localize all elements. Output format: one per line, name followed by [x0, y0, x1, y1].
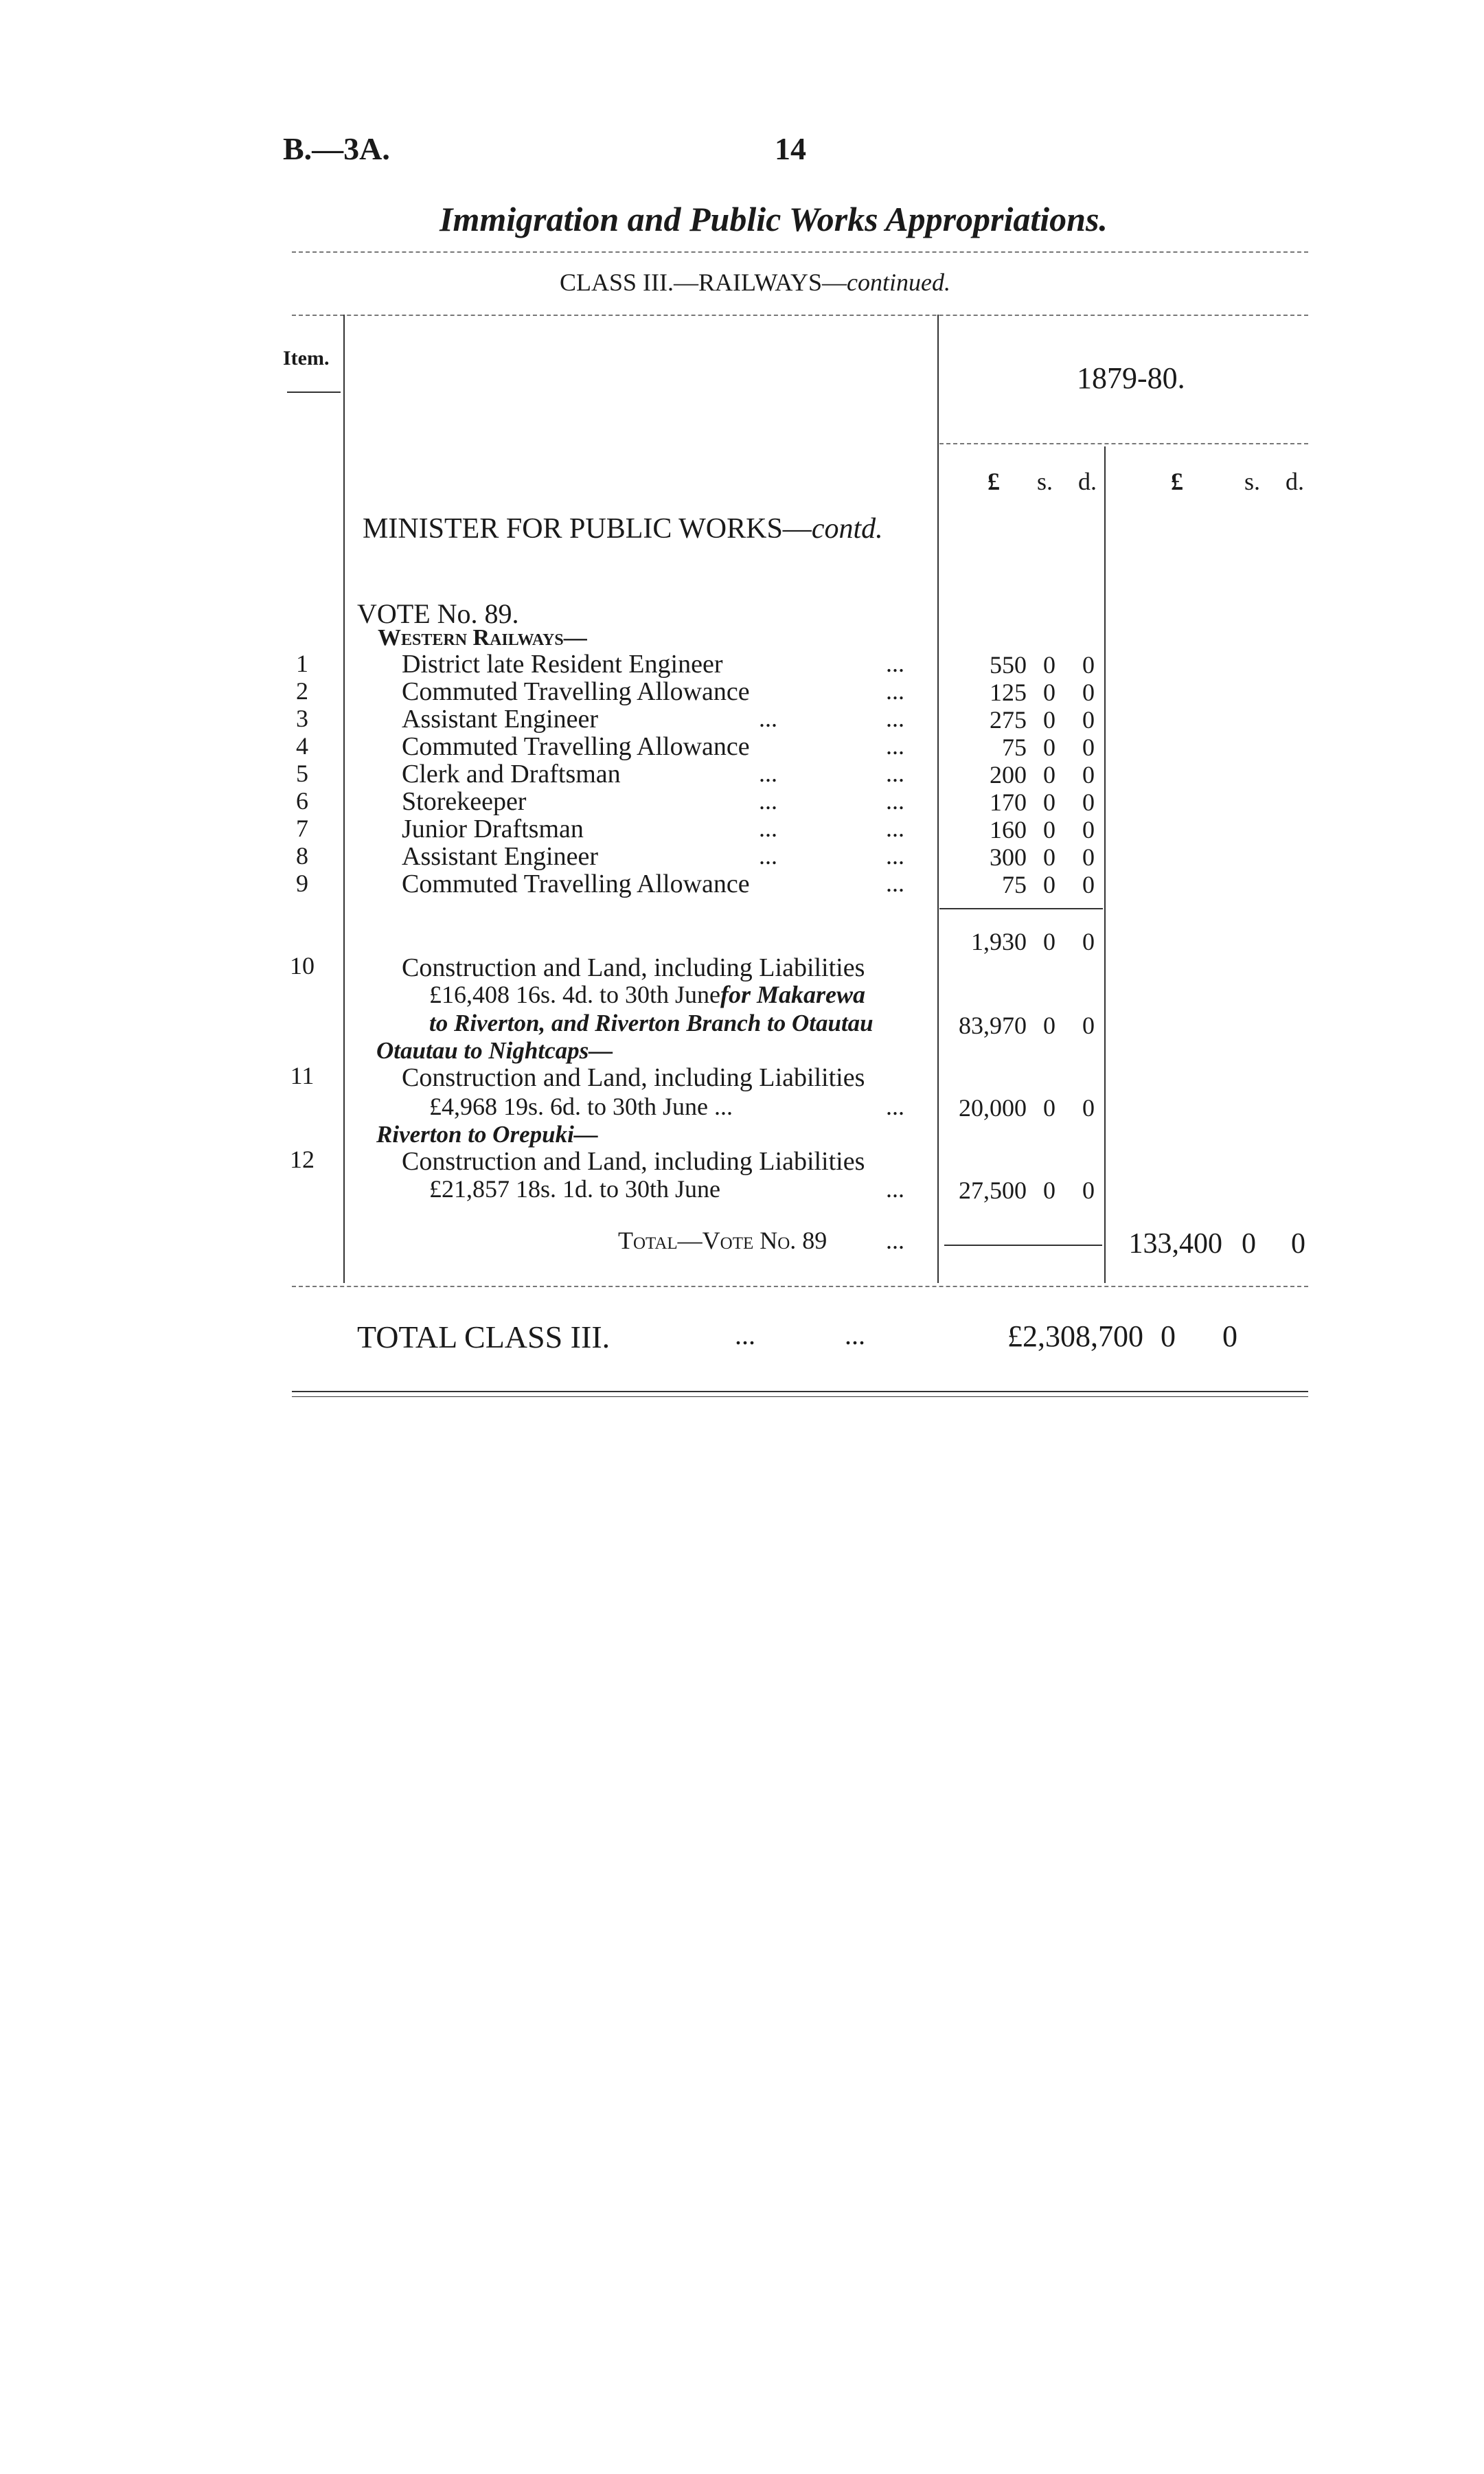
amount-pence: 0: [1082, 651, 1095, 679]
vote-total-shillings: 0: [1242, 1228, 1256, 1260]
amount-shillings: 0: [1043, 1094, 1055, 1122]
amount-pence: 0: [1082, 1094, 1095, 1122]
leader-dots: ...: [886, 1093, 904, 1120]
item-description-line2: £4,968 19s. 6d. to 30th June ...: [429, 1093, 733, 1120]
item-description: Storekeeper: [402, 787, 527, 816]
subtotal-pence: 0: [1082, 928, 1095, 955]
item-number: 7: [296, 815, 308, 842]
item-number: 12: [290, 1146, 315, 1173]
amount-shillings: 0: [1043, 1177, 1055, 1204]
item-header-underline: [287, 391, 341, 393]
year-header-rule: [939, 443, 1308, 444]
item-number: 3: [296, 705, 308, 732]
amount-pounds: 83,970: [959, 1012, 1027, 1039]
subtotal-shillings: 0: [1043, 928, 1055, 955]
amount-pounds: 125: [990, 679, 1027, 706]
vote-section-heading: Western Railways—: [378, 625, 587, 650]
amount-shillings: 0: [1043, 871, 1055, 898]
item-description-line2: £21,857 18s. 1d. to 30th June: [429, 1175, 721, 1203]
class-heading: [560, 268, 950, 297]
mid-leader-dots: ...: [759, 760, 777, 787]
pence-header: d.: [1078, 468, 1097, 495]
amount-shillings: 0: [1043, 651, 1055, 679]
leader-dots: ...: [886, 1175, 904, 1203]
amount-pounds: 170: [990, 788, 1027, 816]
item-description-line2: [429, 980, 865, 1009]
item-description-line1: Construction and Land, including Liabilities: [402, 1147, 865, 1176]
closing-rule-1: [292, 1391, 1308, 1392]
amount-pounds: 160: [990, 816, 1027, 843]
amount-pence: 0: [1082, 871, 1095, 898]
table-top-rule: [292, 315, 1308, 316]
subtotal-pounds: 1,930: [971, 928, 1027, 955]
amount-pence: 0: [1082, 843, 1095, 871]
grand-total-pounds: £2,308,700: [1007, 1319, 1143, 1353]
pence2-header: d.: [1286, 468, 1304, 495]
subtotal-rule: [939, 908, 1103, 909]
line2-plain: £16,408 16s. 4d. to 30th June: [429, 981, 721, 1008]
vote-total-pounds: 133,400: [1128, 1228, 1222, 1260]
item-number: 11: [290, 1062, 315, 1089]
subtotal-column-rule: [1104, 446, 1106, 1283]
item-number: 8: [296, 842, 308, 870]
item-description: Junior Draftsman: [402, 815, 584, 843]
minister-heading: [363, 512, 883, 545]
item-number: 9: [296, 870, 308, 897]
minister-heading-italic: contd.: [811, 513, 883, 545]
amount-column-rule: [937, 315, 939, 1283]
amount-pounds: 275: [990, 706, 1027, 734]
grand-total-label: TOTAL CLASS III.: [357, 1319, 610, 1354]
grand-total-shillings: 0: [1161, 1319, 1176, 1353]
amount-pence: 0: [1082, 734, 1095, 761]
amount-pence: 0: [1082, 1177, 1095, 1204]
subsection-riverton: Riverton to Orepuki—: [376, 1121, 598, 1148]
item-description: Commuted Travelling Allowance: [402, 870, 750, 898]
amount-shillings: 0: [1043, 706, 1055, 734]
item-number: 4: [296, 732, 308, 760]
amount-pounds: 75: [1002, 871, 1027, 898]
leader-dots: ...: [886, 787, 904, 815]
leader-dots: ...: [886, 815, 904, 842]
item-description: Assistant Engineer: [402, 842, 599, 871]
item-column-rule: [343, 315, 345, 1283]
item-description-line3: to Riverton, and Riverton Branch to Otautau: [429, 1010, 874, 1036]
page-number: 14: [775, 131, 806, 166]
subsection-otautau: Otautau to Nightcaps—: [376, 1037, 613, 1064]
vote-heading: VOTE No. 89.: [357, 598, 519, 629]
table-bottom-rule: [292, 1286, 1308, 1287]
leader-dots: ...: [886, 760, 904, 787]
shillings-header: s.: [1037, 468, 1053, 495]
item-number: 10: [290, 952, 315, 979]
item-number: 2: [296, 677, 308, 705]
amount-shillings: 0: [1043, 1012, 1055, 1039]
item-description: Clerk and Draftsman: [402, 760, 621, 788]
item-description: District late Resident Engineer: [402, 650, 723, 679]
leader-dots: ...: [886, 870, 904, 897]
amount-pounds: 75: [1002, 734, 1027, 761]
amount-shillings: 0: [1043, 734, 1055, 761]
item-column-header: Item.: [283, 347, 330, 370]
leader-dots: ...: [886, 650, 904, 677]
closing-rule-2: [292, 1396, 1308, 1397]
leader-dots: ...: [886, 842, 904, 870]
amount-pence: 0: [1082, 706, 1095, 734]
item-description: Assistant Engineer: [402, 705, 599, 734]
item-description: Commuted Travelling Allowance: [402, 732, 750, 761]
vote-total-label: Total—Vote No. 89: [618, 1227, 827, 1254]
year-header: 1879-80.: [1077, 361, 1185, 395]
item-number: 5: [296, 760, 308, 787]
leader-dots: ...: [886, 705, 904, 732]
amount-shillings: 0: [1043, 761, 1055, 788]
minister-heading-main: MINISTER FOR PUBLIC WORKS—: [363, 513, 812, 545]
mid-leader-dots: ...: [759, 815, 777, 842]
leader-dots: ...: [886, 1227, 904, 1254]
amount-pounds: 300: [990, 843, 1027, 871]
amount-pence: 0: [1082, 1012, 1095, 1039]
doc-reference: B.—3A.: [283, 131, 390, 166]
amount-shillings: 0: [1043, 788, 1055, 816]
amount-pence: 0: [1082, 761, 1095, 788]
amount-shillings: 0: [1043, 679, 1055, 706]
mid-leader-dots: ...: [759, 705, 777, 732]
class-heading-italic: continued.: [847, 269, 950, 296]
shillings2-header: s.: [1244, 468, 1261, 495]
amount-shillings: 0: [1043, 816, 1055, 843]
vote-total-pence: 0: [1291, 1228, 1305, 1260]
mid-leader-dots: ...: [759, 787, 777, 815]
item-number: 6: [296, 787, 308, 815]
amount-pounds: 20,000: [959, 1094, 1027, 1122]
mid-leader-dots: ...: [759, 842, 777, 870]
grand-total-dots-1: ...: [735, 1319, 755, 1350]
leader-dots: ...: [886, 677, 904, 705]
grand-total-pence: 0: [1222, 1319, 1237, 1353]
class-heading-main: CLASS III.—RAILWAYS—: [560, 269, 847, 296]
amount-pounds: 27,500: [959, 1177, 1027, 1204]
amount-pence: 0: [1082, 788, 1095, 816]
amount-shillings: 0: [1043, 843, 1055, 871]
title-rule: [292, 251, 1308, 253]
vote-total-dash: [944, 1245, 1102, 1246]
line2-italic: for Makarewa: [720, 981, 866, 1008]
grand-total-dots-2: ...: [845, 1319, 865, 1350]
amount-pence: 0: [1082, 679, 1095, 706]
amount-pounds: 550: [990, 651, 1027, 679]
leader-dots: ...: [886, 732, 904, 760]
pounds-header: £: [988, 468, 1000, 495]
amount-pounds: 200: [990, 761, 1027, 788]
amount-pence: 0: [1082, 816, 1095, 843]
pounds2-header: £: [1171, 468, 1183, 495]
page-title: Immigration and Public Works Appropriations.: [440, 200, 1108, 238]
item-description: Commuted Travelling Allowance: [402, 677, 750, 706]
item-number: 1: [296, 650, 308, 677]
item-description-line1: Construction and Land, including Liabilities: [402, 953, 865, 982]
item-description-line1: Construction and Land, including Liabilities: [402, 1063, 865, 1092]
